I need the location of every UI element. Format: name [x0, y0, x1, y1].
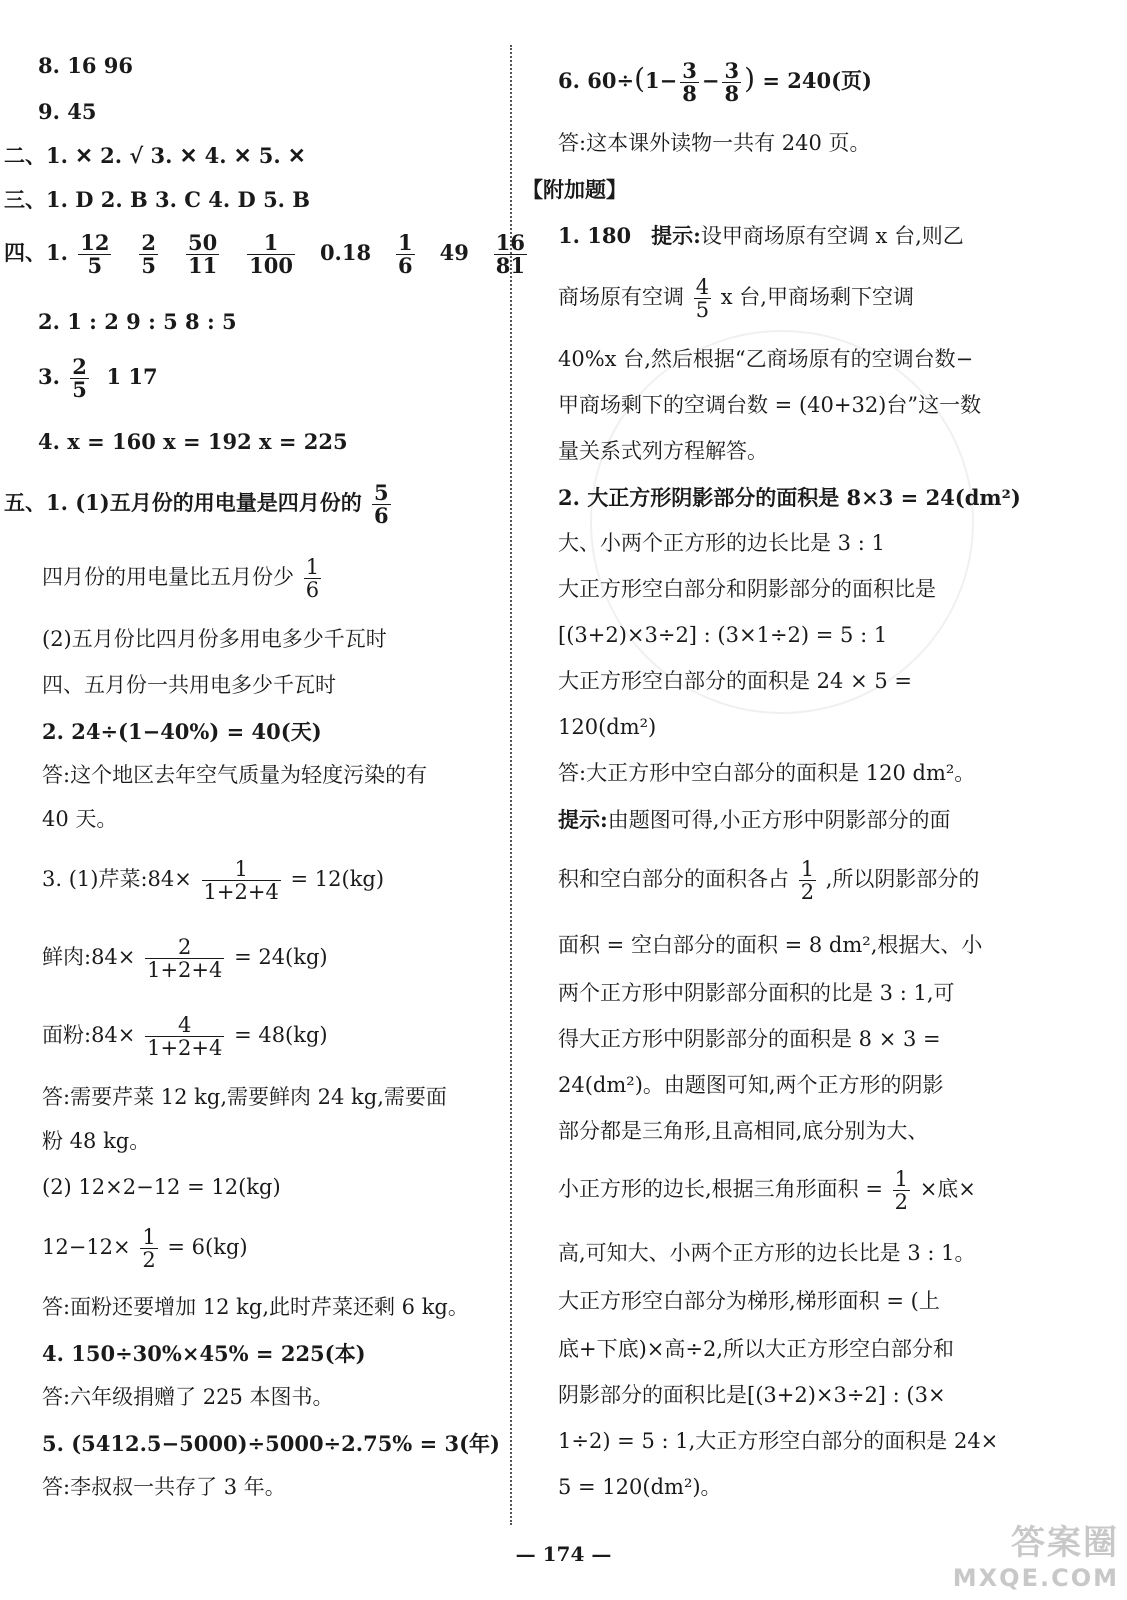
hint-text: 积和空白部分的面积各占 [558, 867, 789, 892]
hint-line: 大正方形空白部分为梯形,梯形面积 = (上 [558, 1289, 940, 1313]
section-prefix: 四、1. [4, 240, 68, 266]
answer-line-fraction [42, 936, 328, 981]
answer-line-fraction [558, 276, 914, 321]
answer-line: 大正方形空白部分的面积是 24 × 5 = [558, 669, 912, 693]
answer-line: 4. 150÷30%×45% = 225(本) [42, 1341, 366, 1366]
background-seal-watermark [590, 330, 974, 714]
watermark-logo-text: 答案圈 [1011, 1523, 1119, 1563]
hint-line: 40%x 台,然后根据“乙商场原有的空调台数− [558, 347, 974, 371]
answer-line-fraction [42, 1226, 248, 1271]
hint-line: 高,可知大、小两个正方形的边长比是 3 : 1。 [558, 1241, 976, 1265]
answer-line: 答:面粉还要增加 12 kg,此时芹菜还剩 6 kg。 [42, 1295, 469, 1319]
hint-line-fraction [558, 858, 979, 903]
answer-line: 粉 48 kg。 [42, 1129, 151, 1153]
answer-line: 2. 24÷(1−40%) = 40(天) [42, 719, 322, 744]
answer-line: 三、1. D 2. B 3. C 4. D 5. B [4, 187, 311, 212]
hint-line: 24(dm²)。由题图可知,两个正方形的阴影 [558, 1073, 944, 1097]
item-number: 3. [38, 364, 60, 390]
site-watermark [953, 1515, 1119, 1592]
watermark-url: MXQE.COM [952, 1564, 1119, 1592]
answer-line-fractions [4, 232, 530, 277]
answer-line: 120(dm²) [558, 715, 657, 739]
hint-text: x 台,甲商场剩下空调 [720, 285, 914, 310]
answer-line-fraction [42, 1014, 328, 1059]
fraction: $\frac{16}{81}$ [495, 230, 525, 279]
fraction: $\frac{1}{6}$ [305, 555, 320, 603]
answer-line-fraction [38, 356, 158, 401]
fraction: $\frac{1}{6}$ [398, 230, 413, 279]
answer-text: 鲜肉:84× [42, 945, 136, 970]
answer-text: 五、1. (1)五月份的用电量是四月份的 [4, 490, 362, 516]
hint-text: 由题图可得,小正方形中阴影部分的面 [607, 808, 951, 832]
fraction: $\frac{1}{100}$ [249, 230, 293, 279]
answer-result: = 24(kg) [234, 945, 328, 970]
fraction: $\frac{1}{1+2+4}$ [203, 857, 279, 905]
hint-text: ×底× [919, 1177, 976, 1202]
hint-line: 部分都是三角形,且高相同,底分别为大、 [558, 1119, 929, 1143]
fraction: $\frac{4}{5}$ [695, 275, 710, 323]
decimal-value: 0.18 [319, 240, 372, 266]
fraction: $\frac{4}{1+2+4}$ [147, 1013, 223, 1061]
answer-line-fraction [42, 858, 384, 903]
answer-value: 1. 180 [558, 223, 632, 248]
fraction: $\frac{5}{6}$ [374, 480, 389, 529]
fraction: $\frac{1}{2}$ [894, 1167, 909, 1215]
answer-line: 大正方形空白部分和阴影部分的面积比是 [558, 577, 936, 601]
answer-line: 二、1. ✕ 2. √ 3. ✕ 4. ✕ 5. ✕ [4, 143, 306, 168]
answer-text: 面粉:84× [42, 1023, 136, 1048]
answer-line: 8. 16 96 [38, 53, 133, 78]
answer-result: = 12(kg) [290, 867, 385, 892]
answer-line-fraction [42, 556, 324, 601]
answer-result: = 48(kg) [234, 1023, 328, 1048]
page-number: — 174 — [515, 1542, 612, 1566]
answer-result: = 6(kg) [167, 1235, 248, 1260]
hint-text: 小正方形的边长,根据三角形面积 = [558, 1177, 883, 1202]
fraction: $\frac{3}{8}$ [682, 58, 697, 107]
hint-text: 商场原有空调 [558, 285, 684, 310]
hint-line: 面积 = 空白部分的面积 = 8 dm²,根据大、小 [558, 933, 983, 957]
answer-line: 5. (5412.5−5000)÷5000÷2.75% = 3(年) [42, 1431, 500, 1456]
answer-text: 四月份的用电量比五月份少 [42, 565, 294, 590]
answer-line: 答:大正方形中空白部分的面积是 120 dm²。 [558, 761, 976, 785]
answer-line-fraction [4, 482, 394, 527]
fraction: $\frac{50}{11}$ [187, 230, 218, 279]
answer-text: 12−12× [42, 1235, 131, 1260]
answer-line: 答:这个地区去年空气质量为轻度污染的有 [42, 763, 428, 787]
hint-line: 两个正方形中阴影部分面积的比是 3 : 1,可 [558, 981, 955, 1005]
integer-value: 49 [439, 240, 469, 266]
answer-line-fraction: 6. 60÷(1− $\frac{3}{8}$ − $\frac{3}{8}$ ) = 240(页) [558, 58, 872, 107]
answer-line: (2) 12×2−12 = 12(kg) [42, 1175, 281, 1199]
hint-line: 甲商场剩下的空调台数 = (40+32)台”这一数 [558, 393, 982, 417]
hint-label: 提示: [558, 807, 608, 832]
fraction: $\frac{1}{2}$ [800, 857, 815, 905]
hint-line: 得大正方形中阴影部分的面积是 8 × 3 = [558, 1027, 941, 1051]
fraction: $\frac{2}{5}$ [72, 354, 87, 403]
answer-line: 2. 1 : 2 9 : 5 8 : 5 [38, 309, 237, 334]
answer-line: 答:这本课外读物一共有 240 页。 [558, 131, 871, 155]
hint-line: 阴影部分的面积比是[(3+2)×3÷2] : (3× [558, 1383, 946, 1407]
hint-label: 提示: [651, 223, 701, 248]
hint-line-fraction [558, 1168, 976, 1213]
answer-line: 答:李叔叔一共存了 3 年。 [42, 1475, 286, 1499]
answer-result: = 240(页) [762, 68, 872, 94]
answer-line: 40 天。 [42, 807, 118, 831]
answer-line: 4. x = 160 x = 192 x = 225 [38, 429, 348, 454]
answer-text: 6. 60÷ [558, 68, 635, 94]
answer-line: 答:需要芹菜 12 kg,需要鲜肉 24 kg,需要面 [42, 1085, 447, 1109]
answer-line [558, 222, 964, 250]
fraction: $\frac{3}{8}$ [724, 58, 740, 107]
answer-line: 大、小两个正方形的边长比是 3 : 1 [558, 531, 885, 555]
answer-text: 3. (1)芹菜:84× [42, 867, 192, 892]
hint-line: 1÷2) = 5 : 1,大正方形空白部分的面积是 24× [558, 1429, 999, 1453]
hint-text: 设甲商场原有空调 x 台,则乙 [700, 224, 964, 248]
answer-line: 四、五月份一共用电多少千瓦时 [42, 673, 336, 697]
answer-line: (2)五月份比四月份多用电多少千瓦时 [42, 627, 387, 651]
answer-line: 答:六年级捐赠了 225 本图书。 [42, 1385, 334, 1409]
hint-line [558, 806, 950, 834]
section-heading-bonus: 【附加题】 [522, 177, 627, 202]
fraction: $\frac{2}{1+2+4}$ [147, 935, 223, 983]
fraction: $\frac{1}{2}$ [142, 1225, 156, 1273]
fraction: $\frac{12}{5}$ [80, 230, 110, 279]
answer-line: 2. 大正方形阴影部分的面积是 8×3 = 24(dm²) [558, 485, 1021, 510]
fraction: $\frac{2}{5}$ [141, 230, 157, 279]
hint-line: 5 = 120(dm²)。 [558, 1475, 722, 1499]
hint-line: 底+下底)×高÷2,所以大正方形空白部分和 [558, 1337, 955, 1361]
hint-line: 量关系式列方程解答。 [558, 439, 768, 463]
hint-text: ,所以阴影部分的 [825, 867, 980, 892]
answer-values: 1 17 [106, 364, 158, 390]
answer-line: 9. 45 [38, 99, 97, 124]
answer-line: [(3+2)×3÷2] : (3×1÷2) = 5 : 1 [558, 623, 888, 647]
